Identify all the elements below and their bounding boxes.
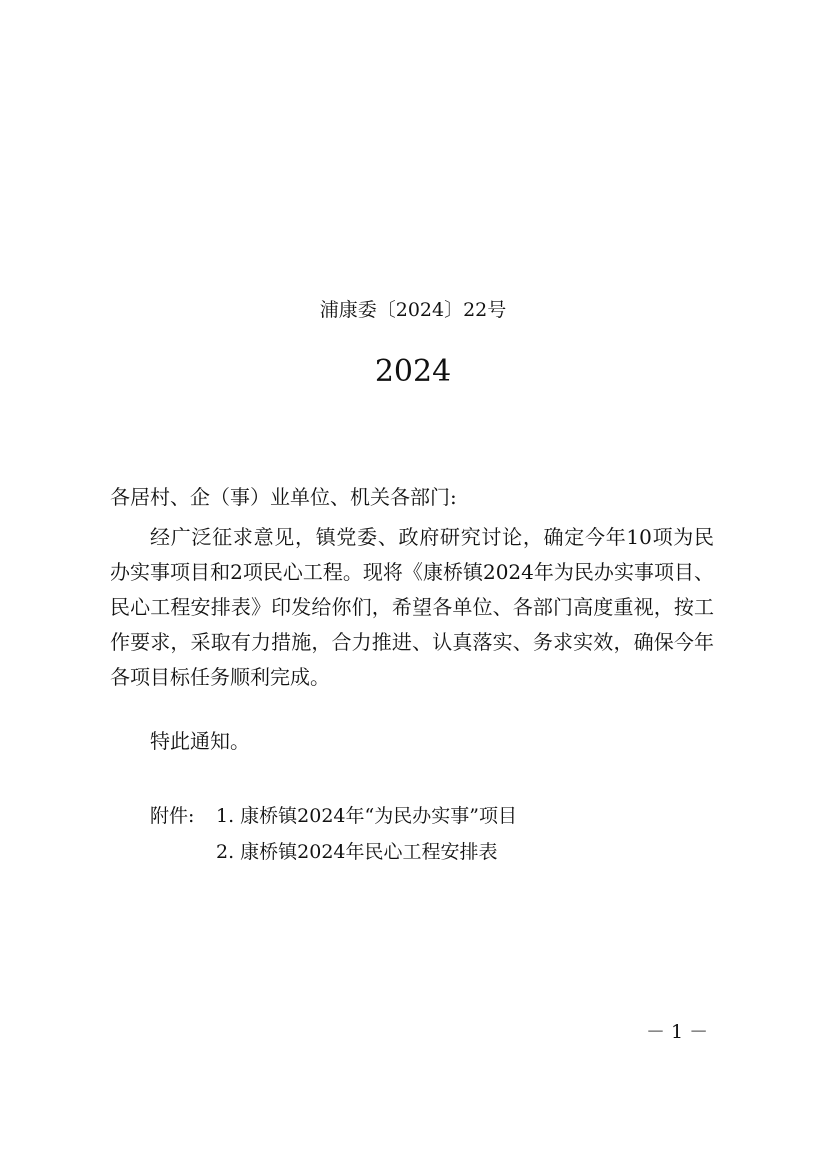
closing-line: 特此通知。	[150, 729, 250, 753]
attachment-row-1	[150, 798, 517, 834]
body-text	[110, 520, 714, 695]
page-number: － 1 －	[646, 1021, 709, 1043]
attachment-item-1: 1. 康桥镇2024年“为民办实事”项目	[216, 805, 517, 827]
attachment-label-spacer	[150, 834, 216, 870]
document-title: 2024	[374, 354, 452, 389]
document-number: 浦康委〔2024〕22号	[319, 299, 507, 321]
attachment-item-2: 2. 康桥镇2024年民心工程安排表	[216, 841, 498, 863]
attachment-list	[150, 798, 517, 870]
attachment-row-2	[150, 834, 517, 870]
attachment-label: 附件:	[150, 805, 195, 827]
body-paragraph: 经广泛征求意见，镇党委、政府研究讨论，确定今年10项为民办实事项目和2项民心工程。现将《康桥镇2024年为民办实事项目、民心工程安排表》印发给你们，希望各单位、各部门高度重视，按工作要求，采取有力措施，合力推进、认真落实、务求实效，确保今年各项目标任务顺利完成。	[110, 525, 714, 689]
salutation: 各居村、企（事）业单位、机关各部门:	[110, 485, 457, 509]
